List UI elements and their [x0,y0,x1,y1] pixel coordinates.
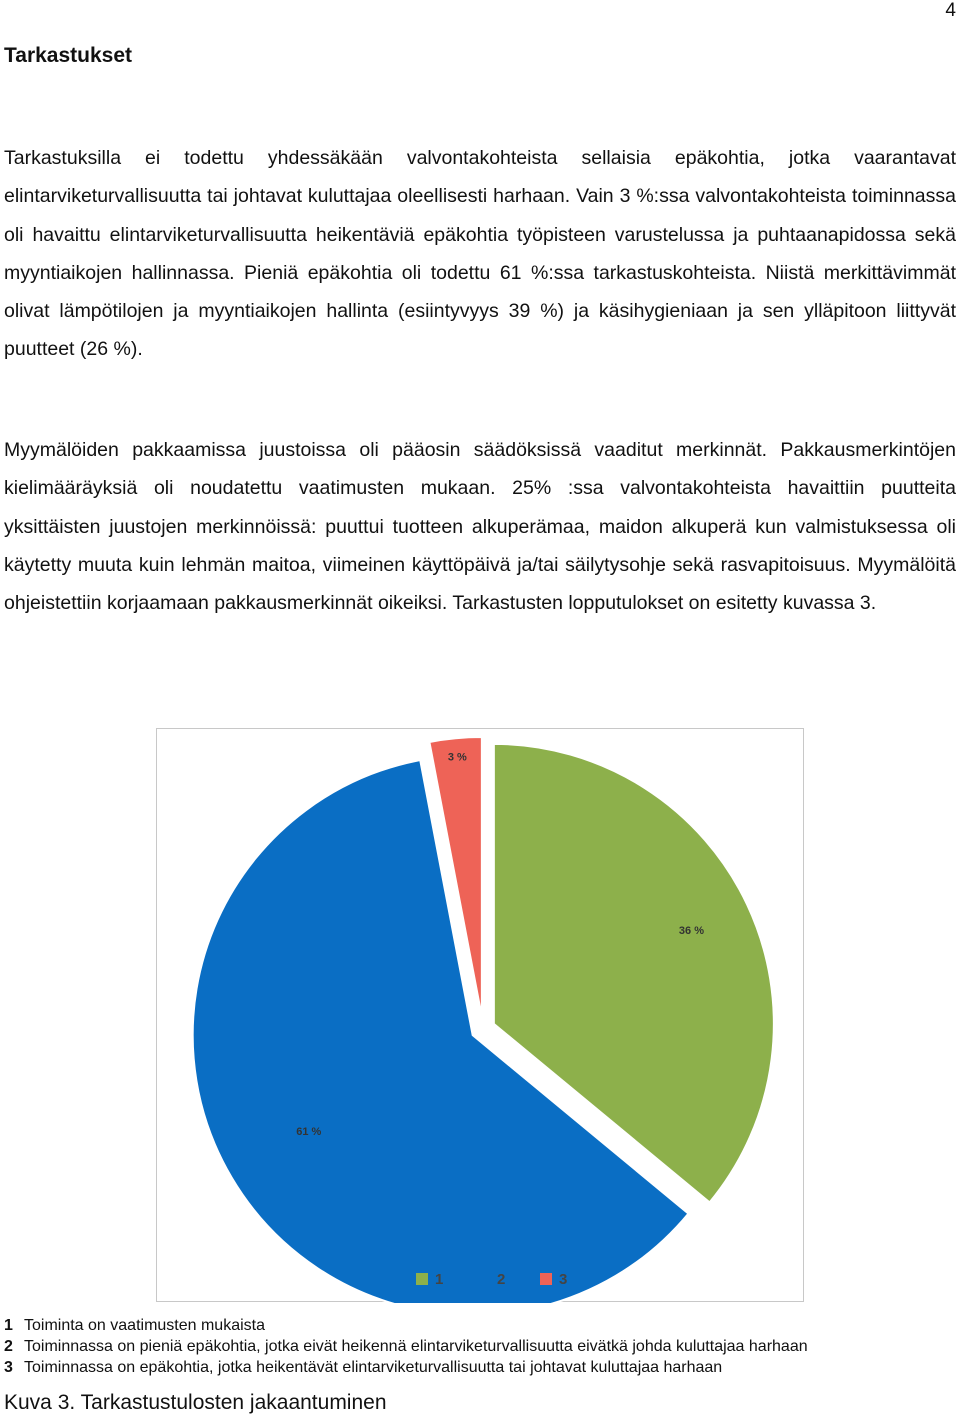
legend-label-1: 1 [435,1270,444,1288]
category-note-2 [4,1336,808,1357]
category-note-number: 3 [4,1359,13,1376]
paragraph-inspections: Tarkastuksilla ei todettu yhdessäkään valvontakohteista sellaisia epäkohtia, jotka vaarantavat elintarviketurvallisuutta tai johtavat kuluttajaa oleellisesti harhaan. Vain 3 %:ssa valvontakohteista toiminnassa oli havaittu elintarviketurvallisuutta heikentäviä epäkohtia työpisteen varustelussa ja puhtaanapidossa sekä myyntiaikojen hallinnassa. Pieniä epäkohtia oli todettu 61 %:ssa tarkastuskohteista. Niistä merkittävimmät olivat lämpötilojen ja myyntiaikojen hallinta (esiintyvyys 39 %) ja käsihygieniaan ja sen ylläpitoon liittyvät puutteet (26 %). [4,147,956,361]
category-note-text: Toiminnassa on pieniä epäkohtia, jotka eivät heikennä elintarviketurvallisuutta eivätkä johda kuluttajaa harhaan [24,1338,808,1355]
legend-swatch-2 [478,1273,490,1285]
pie-data-label-1: 36 % [678,924,705,937]
legend-swatch-3 [540,1273,552,1285]
paragraph-labelling: Myymälöiden pakkaamissa juustoissa oli pääosin säädöksissä vaaditut merkinnät. Pakkausmerkintöjen kielimääräyksiä oli noudatettu vaatimusten mukaan. 25% :ssa valvontakohteista havaittiin puutteita yksittäisten juustojen merkinnöissä: puuttui tuotteen alkuperämaa, maidon alkuperä kun valmistuksessa oli käytetty muuta kuin lehmän maitoa, viimeinen käyttöpäivä ja/tai säilytysohje sekä rasvapitoisuus. Myymälöitä ohjeistettiin korjaamaan pakkausmerkinnät oikeiksi. Tarkastusten lopputulokset on esitetty kuvassa 3. [4,439,956,615]
category-notes [4,1315,808,1378]
legend-label-2: 2 [497,1270,506,1288]
category-note-number: 1 [4,1317,13,1334]
category-note-text: Toiminta on vaatimusten mukaista [24,1317,265,1334]
pie-data-label-3: 3 % [447,751,467,764]
category-note-1 [4,1315,808,1336]
page-number: 4 [945,0,956,21]
pie-chart [156,728,804,1302]
category-note-text: Toiminnassa on epäkohtia, jotka heikentävät elintarviketurvallisuutta tai johtavat kuluttajaa harhaan [24,1359,723,1376]
pie-data-label-2: 61 % [296,1125,322,1138]
legend-swatch-1 [416,1273,428,1285]
category-note-3 [4,1357,808,1378]
pie-chart-svg [157,729,805,1303]
figure-caption: Kuva 3. Tarkastustulosten jakaantuminen [4,1391,387,1414]
section-heading: Tarkastukset [4,44,133,67]
legend-label-3: 3 [559,1270,568,1288]
category-note-number: 2 [4,1338,13,1355]
